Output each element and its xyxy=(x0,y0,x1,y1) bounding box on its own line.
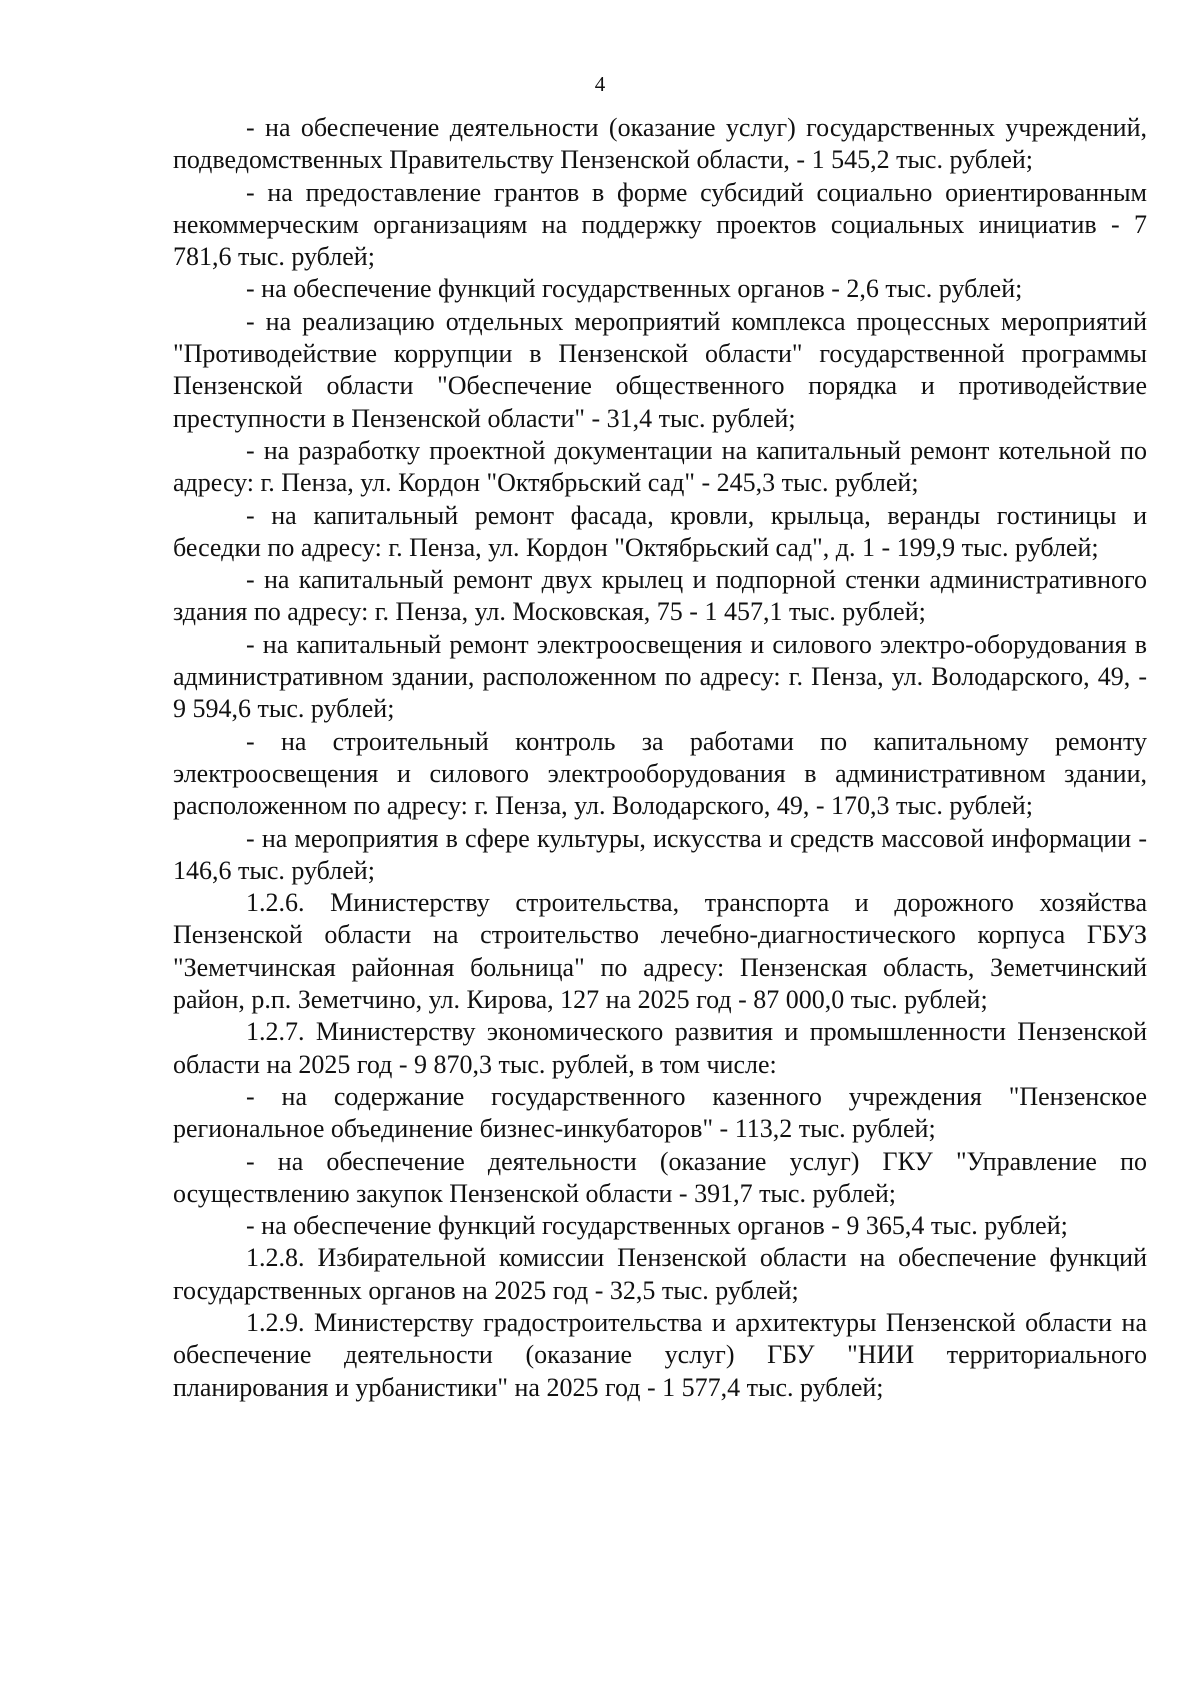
paragraph: - на обеспечение деятельности (оказание услуг) ГКУ "Управление по осуществлению закупок Пензенской области - 391,7 тыс. рублей; xyxy=(173,1146,1147,1208)
paragraph: - на обеспечение функций государственных органов - 2,6 тыс. рублей; xyxy=(246,274,1023,304)
paragraph: 1.2.6. Министерству строительства, транспорта и дорожного хозяйства Пензенской области на строительство лечебно-диагностического корпуса ГБУЗ "Земетчинская районная больница" по адресу: Пензенская область, Земетчинский район, р.п. Земетчино, ул. Кирова, 127 на 2025 год - 87 000,0 тыс. рублей; xyxy=(173,888,1147,1015)
paragraph: - на капитальный ремонт фасада, кровли, крыльца, веранды гостиницы и беседки по адресу: г. Пенза, ул. Кордон "Октябрьский сад", д. 1 - 199,9 тыс. рублей; xyxy=(173,500,1147,562)
paragraph: - на мероприятия в сфере культуры, искусства и средств массовой информации - 146,6 тыс. рублей; xyxy=(173,823,1147,885)
paragraph: 1.2.9. Министерству градостроительства и архитектуры Пензенской области на обеспечение деятельности (оказание услуг) ГБУ "НИИ территориального планирования и урбанистики" на 2025 год - 1 577,4 тыс. рублей; xyxy=(173,1307,1147,1402)
paragraph: - на реализацию отдельных мероприятий комплекса процессных мероприятий "Противодействие коррупции в Пензенской области" государственной программы Пензенской области "Обеспечение общественного порядка и противодействие преступности в Пензенской области" - 31,4 тыс. рублей; xyxy=(173,306,1147,433)
paragraph: - на капитальный ремонт электроосвещения и силового электро-оборудования в административном здании, расположенном по адресу: г. Пенза, ул. Володарского, 49, - 9 594,6 тыс. рублей; xyxy=(173,629,1147,724)
paragraph: - на предоставление грантов в форме субсидий социально ориентированным некоммерческим организациям на поддержку проектов социальных инициатив - 7 781,6 тыс. рублей; xyxy=(173,177,1147,272)
paragraph: - на обеспечение деятельности (оказание услуг) государственных учреждений, подведомственных Правительству Пензенской области, - 1 545,2 тыс. рублей; xyxy=(173,113,1147,175)
paragraph: - на капитальный ремонт двух крылец и подпорной стенки административного здания по адресу: г. Пенза, ул. Московская, 75 - 1 457,1 тыс. рублей; xyxy=(173,565,1147,627)
paragraph: - на содержание государственного казенного учреждения "Пензенское региональное объединение бизнес-инкубаторов" - 113,2 тыс. рублей; xyxy=(173,1081,1147,1144)
paragraph: 1.2.8. Избирательной комиссии Пензенской области на обеспечение функций государственных органов на 2025 год - 32,5 тыс. рублей; xyxy=(173,1243,1147,1305)
paragraph: - на строительный контроль за работами по капитальному ремонту электроосвещения и силового электрооборудования в административном здании, расположенном по адресу: г. Пенза, ул. Володарского, 49, - 170,3 тыс. рублей; xyxy=(173,726,1147,821)
paragraph: 1.2.7. Министерству экономического развития и промышленности Пензенской области на 2025 год - 9 870,3 тыс. рублей, в том числе: xyxy=(173,1017,1147,1079)
page-number: 4 xyxy=(594,72,606,96)
document-body xyxy=(173,112,1147,1404)
paragraph: - на обеспечение функций государственных органов - 9 365,4 тыс. рублей; xyxy=(246,1211,1068,1241)
paragraph: - на разработку проектной документации на капитальный ремонт котельной по адресу: г. Пенза, ул. Кордон "Октябрьский сад" - 245,3 тыс. рублей; xyxy=(173,435,1147,498)
